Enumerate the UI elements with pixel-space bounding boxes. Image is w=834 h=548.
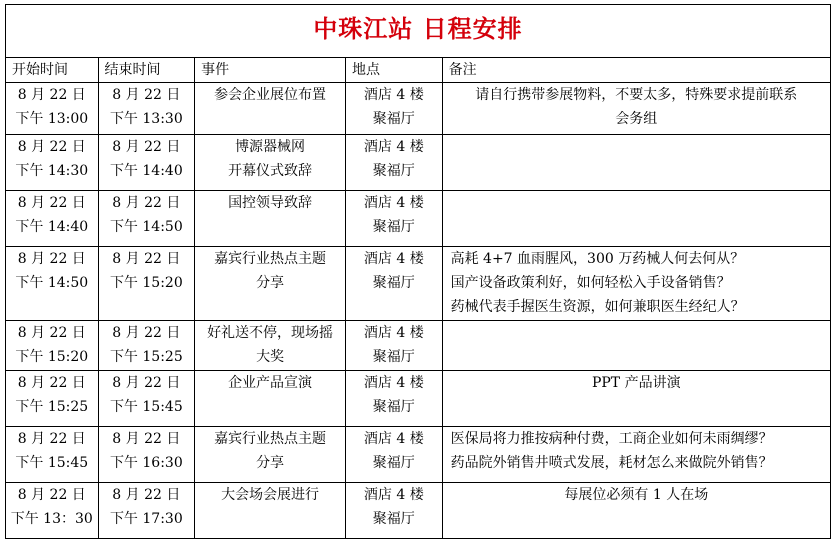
event-cell-line: 嘉宾行业热点主题	[214, 251, 327, 267]
table-row	[6, 371, 831, 427]
notes-cell-line: PPT 产品讲演	[591, 375, 681, 391]
header-row	[6, 58, 831, 83]
location-cell-line: 酒店 4 楼	[363, 325, 424, 341]
notes-cell	[442, 427, 830, 483]
location-cell-line: 酒店 4 楼	[363, 195, 424, 211]
notes-cell	[442, 371, 830, 427]
notes-cell	[442, 321, 830, 371]
location-cell	[346, 483, 443, 539]
table-row	[6, 83, 831, 135]
location-cell-line: 酒店 4 楼	[363, 487, 424, 503]
notes-cell	[442, 135, 830, 191]
event-cell	[195, 371, 346, 427]
location-cell-line: 聚福厅	[372, 349, 415, 365]
start-cell-line: 8 月 22 日	[17, 251, 86, 267]
event-cell-line: 分享	[256, 455, 285, 471]
notes-cell-line: 会务组	[615, 111, 658, 127]
start-cell	[6, 135, 99, 191]
notes-cell	[442, 191, 830, 247]
event-cell-line: 国控领导致辞	[228, 195, 313, 211]
location-cell	[346, 135, 443, 191]
end-cell-line: 8 月 22 日	[112, 431, 181, 447]
end-cell-line: 下午 13:30	[109, 111, 183, 127]
end-cell-line: 8 月 22 日	[112, 487, 181, 503]
end-cell	[98, 321, 195, 371]
event-cell	[195, 135, 346, 191]
location-cell-line: 聚福厅	[372, 455, 415, 471]
event-cell	[195, 427, 346, 483]
location-cell-line: 酒店 4 楼	[363, 251, 424, 267]
start-cell	[6, 321, 99, 371]
location-cell	[346, 247, 443, 321]
location-cell-line: 聚福厅	[372, 399, 415, 415]
event-cell-line: 分享	[256, 275, 285, 291]
start-cell-line: 下午 13：30	[10, 511, 93, 527]
notes-cell-line: 每展位必须有 1 人在场	[564, 487, 709, 503]
notes-cell-line: 药品院外销售井喷式发展，耗材怎么来做院外销售？	[450, 455, 773, 471]
event-cell-line: 博源器械网	[235, 139, 306, 155]
event-cell-line: 好礼送不停，现场摇	[207, 325, 334, 341]
notes-cell	[442, 83, 830, 135]
title-cell	[6, 5, 831, 58]
start-cell-line: 8 月 22 日	[17, 325, 86, 341]
start-cell-line: 8 月 22 日	[17, 375, 86, 391]
end-cell-line: 下午 16:30	[109, 455, 183, 471]
event-cell	[195, 191, 346, 247]
header-event: 事件	[195, 58, 346, 83]
end-cell-line: 8 月 22 日	[112, 139, 181, 155]
end-cell	[98, 371, 195, 427]
table-row	[6, 191, 831, 247]
event-cell	[195, 83, 346, 135]
header-start: 开始时间	[6, 58, 99, 83]
event-cell	[195, 247, 346, 321]
end-cell	[98, 135, 195, 191]
header-notes: 备注	[442, 58, 830, 83]
location-cell	[346, 83, 443, 135]
start-cell	[6, 247, 99, 321]
header-end: 结束时间	[98, 58, 195, 83]
start-cell-line: 下午 15:20	[15, 349, 89, 365]
event-cell	[195, 483, 346, 539]
start-cell-line: 8 月 22 日	[17, 487, 86, 503]
end-cell	[98, 483, 195, 539]
header-location: 地点	[346, 58, 443, 83]
end-cell	[98, 247, 195, 321]
end-cell-line: 下午 15:20	[109, 275, 183, 291]
table-row	[6, 483, 831, 539]
location-cell-line: 酒店 4 楼	[363, 87, 424, 103]
end-cell	[98, 83, 195, 135]
page-title: 中珠江站 日程安排	[313, 15, 523, 43]
notes-cell-line: 请自行携带参展物料，不要太多，特殊要求提前联系	[475, 87, 798, 103]
start-cell	[6, 191, 99, 247]
start-cell	[6, 83, 99, 135]
end-cell-line: 8 月 22 日	[112, 87, 181, 103]
start-cell	[6, 427, 99, 483]
table-row	[6, 427, 831, 483]
table-row	[6, 135, 831, 191]
location-cell-line: 酒店 4 楼	[363, 139, 424, 155]
end-cell-line: 下午 15:25	[109, 349, 183, 365]
end-cell-line: 8 月 22 日	[112, 195, 181, 211]
event-cell	[195, 321, 346, 371]
table-row	[6, 321, 831, 371]
location-cell	[346, 191, 443, 247]
location-cell-line: 酒店 4 楼	[363, 375, 424, 391]
event-cell-line: 参会企业展位布置	[214, 87, 327, 103]
location-cell	[346, 427, 443, 483]
location-cell	[346, 371, 443, 427]
end-cell	[98, 191, 195, 247]
start-cell-line: 8 月 22 日	[17, 195, 86, 211]
location-cell-line: 聚福厅	[372, 511, 415, 527]
location-cell-line: 聚福厅	[372, 275, 415, 291]
event-cell-line: 开幕仪式致辞	[228, 163, 313, 179]
notes-cell-line: 药械代表手握医生资源，如何兼职医生经纪人？	[450, 299, 745, 315]
start-cell-line: 8 月 22 日	[17, 87, 86, 103]
start-cell-line: 下午 15:45	[15, 455, 89, 471]
end-cell-line: 下午 17:30	[109, 511, 183, 527]
end-cell-line: 8 月 22 日	[112, 325, 181, 341]
location-cell-line: 聚福厅	[372, 219, 415, 235]
location-cell-line: 聚福厅	[372, 163, 415, 179]
start-cell-line: 8 月 22 日	[17, 139, 86, 155]
notes-cell	[442, 483, 830, 539]
end-cell-line: 8 月 22 日	[112, 251, 181, 267]
end-cell-line: 下午 14:50	[109, 219, 183, 235]
schedule-table	[5, 4, 831, 539]
event-cell-line: 大奖	[256, 349, 285, 365]
start-cell-line: 下午 13:00	[15, 111, 89, 127]
start-cell-line: 下午 15:25	[15, 399, 89, 415]
end-cell-line: 8 月 22 日	[112, 375, 181, 391]
notes-cell-line: 高耗 4+7 血雨腥风，300 万药械人何去何从？	[450, 251, 745, 267]
notes-cell-line: 国产设备政策利好，如何轻松入手设备销售？	[450, 275, 731, 291]
location-cell-line: 酒店 4 楼	[363, 431, 424, 447]
start-cell	[6, 371, 99, 427]
table-row	[6, 247, 831, 321]
end-cell-line: 下午 15:45	[109, 399, 183, 415]
location-cell	[346, 321, 443, 371]
start-cell	[6, 483, 99, 539]
event-cell-line: 嘉宾行业热点主题	[214, 431, 327, 447]
start-cell-line: 下午 14:30	[15, 163, 89, 179]
notes-cell-line: 医保局将力推按病种付费，工商企业如何未雨绸缪？	[450, 431, 773, 447]
event-cell-line: 大会场会展进行	[221, 487, 320, 503]
notes-cell	[442, 247, 830, 321]
start-cell-line: 下午 14:50	[15, 275, 89, 291]
location-cell-line: 聚福厅	[372, 111, 415, 127]
end-cell-line: 下午 14:40	[109, 163, 183, 179]
start-cell-line: 下午 14:40	[15, 219, 89, 235]
end-cell	[98, 427, 195, 483]
start-cell-line: 8 月 22 日	[17, 431, 86, 447]
event-cell-line: 企业产品宣演	[228, 375, 313, 391]
